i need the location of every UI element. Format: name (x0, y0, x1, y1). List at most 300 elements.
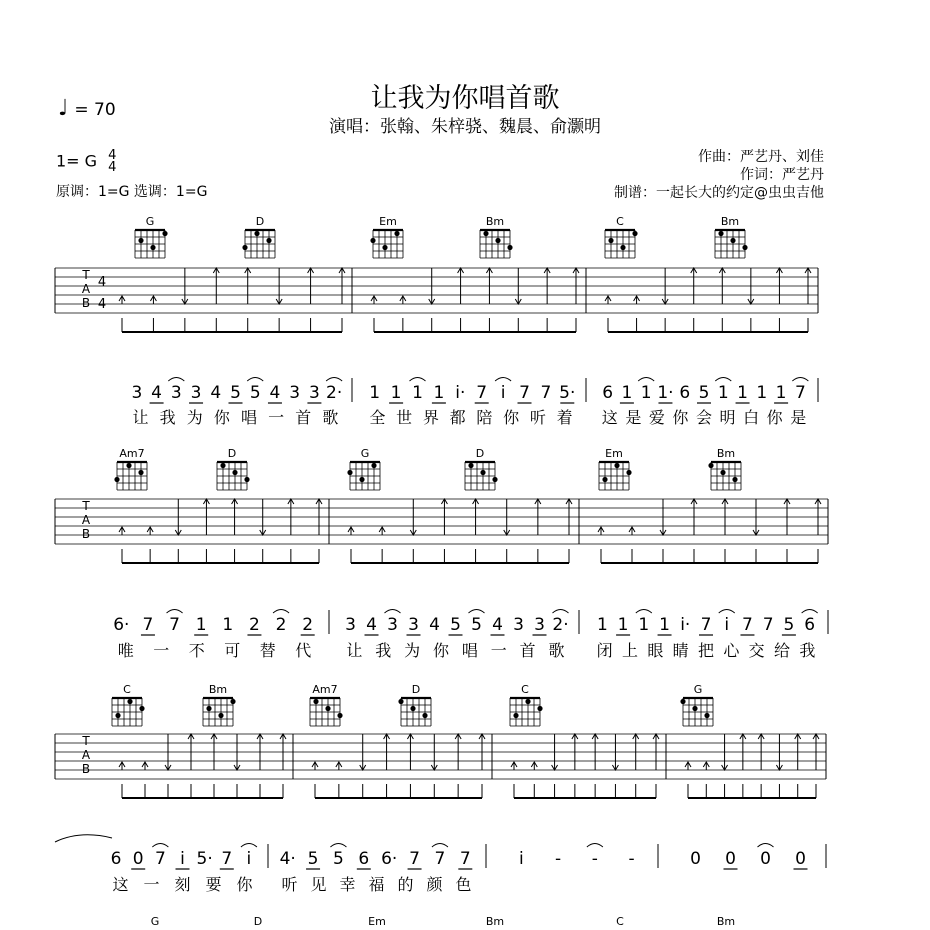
chord-name: D (475, 447, 485, 460)
slur-arc (385, 610, 401, 614)
finger-dot (359, 477, 364, 482)
jianpu-measure (113, 610, 329, 661)
tab-staff-2 (55, 499, 828, 563)
jianpu-note: 7 (700, 615, 712, 635)
jianpu-note: 5 (450, 615, 461, 635)
finger-dot (206, 706, 211, 711)
jianpu-note: 4 (366, 615, 377, 635)
chord-diagram-d (465, 447, 498, 490)
jianpu-note: 7 (762, 615, 774, 635)
jianpu-note: 7 (221, 849, 233, 869)
lyric-char: 福 (368, 875, 385, 894)
finger-dot (608, 238, 613, 243)
jianpu-note: 2 (249, 615, 260, 635)
chord-diagram-g (680, 683, 713, 726)
lyric-char: 你 (672, 408, 689, 427)
lyric-char: 会 (695, 408, 713, 427)
finger-dot (708, 463, 713, 468)
finger-dot (410, 706, 415, 711)
time-denominator: 4 (108, 160, 117, 175)
tab-time-sig: 4 (97, 297, 107, 312)
chord-name: G (360, 447, 370, 460)
lyric-char: 要 (205, 875, 222, 894)
chord-diagram-c (605, 215, 638, 258)
lyric-char: 首 (519, 641, 536, 660)
jianpu-note: 7 (154, 849, 166, 869)
lyricist: 作词：严艺丹 (740, 167, 824, 183)
jianpu-note: 0 (760, 849, 771, 869)
slur-arc (410, 378, 426, 382)
lyric-char: 让 (346, 641, 363, 660)
lyric-char: 把 (697, 641, 715, 660)
jianpu-measure (690, 844, 826, 870)
finger-dot (730, 238, 735, 243)
lyric-char: 唯 (117, 641, 134, 660)
jianpu-note: 3 (289, 383, 301, 403)
tab-letter-a: A (81, 748, 91, 762)
chord-name: D (255, 215, 265, 228)
finger-dot (138, 238, 143, 243)
finger-dot (230, 699, 235, 704)
finger-dot (115, 713, 120, 718)
jianpu-note: i (246, 849, 252, 869)
lyric-char: 这 (601, 408, 618, 427)
jianpu-note: 1 (596, 615, 608, 635)
jianpu-note: 3 (308, 383, 320, 403)
jianpu-note: 7 (434, 849, 446, 869)
chord-name: C (521, 683, 529, 696)
lyric-char: 一 (268, 408, 285, 427)
lyric-char: 幸 (339, 875, 356, 894)
finger-dot (468, 463, 473, 468)
lyric-char: 交 (748, 641, 765, 660)
lyric-char: 为 (186, 408, 203, 427)
chord-diagram-g (135, 215, 168, 258)
finger-dot (244, 477, 249, 482)
lyric-char: 我 (375, 641, 392, 660)
finger-dot (162, 231, 167, 236)
chord-diagram-c (510, 683, 543, 726)
lyric-char: 心 (723, 641, 740, 660)
chord-diagram-d (242, 215, 275, 258)
jianpu-note: 7 (409, 849, 420, 869)
chord-diagram-em (368, 915, 386, 928)
tab-letter-b: B (81, 296, 91, 310)
jianpu-note: - (555, 849, 562, 869)
chord-diagram-d (398, 683, 431, 726)
jianpu-note: 7 (794, 383, 806, 403)
finger-dot (337, 713, 342, 718)
slur-arc (247, 378, 263, 382)
slur-arc (553, 610, 569, 614)
time-numerator: 4 (108, 148, 117, 163)
finger-dot (692, 706, 697, 711)
slur-arc (719, 610, 735, 614)
lyric-char: 的 (397, 875, 414, 894)
jianpu-note: - (628, 849, 635, 869)
jianpu-note: 5 (783, 615, 795, 635)
chord-name: Em (379, 215, 397, 228)
finger-dot (382, 245, 387, 250)
finger-dot (614, 463, 619, 468)
jianpu-measure (602, 378, 818, 428)
slur-arc (638, 378, 654, 382)
chord-diagram-g (151, 915, 160, 928)
lyric-char: 世 (396, 408, 413, 427)
jianpu-note: 2 (275, 615, 287, 635)
jianpu-measure (131, 378, 352, 428)
lyric-char: 为 (404, 641, 421, 660)
key-value: 1= G (56, 151, 98, 171)
slur-arc (330, 844, 346, 848)
slur-arc (432, 844, 448, 848)
chord-diagram-bm (708, 447, 741, 490)
composer: 作曲：严艺丹、刘佳 (698, 149, 824, 165)
lyric-char: 白 (743, 408, 760, 427)
finger-dot (232, 470, 237, 475)
chord-name: D (227, 447, 237, 460)
jianpu-note: 2· (552, 615, 569, 635)
finger-dot (483, 231, 488, 236)
chord-name: Bm (208, 683, 228, 696)
chord-name: Bm (720, 215, 740, 228)
chord-name: G (693, 683, 703, 696)
jianpu-note: 1 (617, 615, 629, 635)
finger-dot (620, 245, 625, 250)
jianpu-note: 6· (381, 849, 398, 869)
chord-name: C (123, 683, 131, 696)
jianpu-measure (280, 844, 486, 895)
finger-dot (347, 470, 352, 475)
jianpu-note: 7 (142, 615, 154, 635)
finger-dot (218, 713, 223, 718)
lyric-char: 我 (799, 641, 816, 660)
jianpu-note: 1 (412, 383, 423, 403)
jianpu-note: 1 (659, 615, 670, 635)
jianpu-note: 1 (621, 383, 633, 403)
jianpu-note: 5 (230, 383, 241, 403)
slur-arc (273, 610, 289, 614)
chord-diagram-am7 (114, 447, 147, 490)
jianpu-note: 5· (559, 383, 576, 403)
jianpu-note: 4 (151, 383, 163, 403)
finger-dot (626, 470, 631, 475)
tempo-value: = 70 (74, 100, 116, 120)
chord-name: C (616, 215, 624, 228)
lyric-char: 给 (773, 641, 791, 660)
jianpu-note: 3 (387, 615, 398, 635)
jianpu-note: 7 (476, 383, 488, 403)
lyric-char: 代 (295, 641, 312, 660)
jianpu-measure (369, 378, 586, 428)
finger-dot (704, 713, 709, 718)
chord-name: Bm (716, 915, 736, 928)
arranger: 制谱：一起长大的约定@虫虫吉他 (614, 185, 824, 201)
chord-name: Em (368, 915, 386, 928)
slur-arc (792, 378, 808, 382)
singers: 演唱：张翰、朱梓骁、魏晨、俞灏明 (329, 117, 601, 137)
chord-diagram-bm (480, 215, 513, 258)
lyric-char: 上 (621, 641, 639, 660)
jianpu-note: 1 (222, 615, 234, 635)
finger-dot (513, 713, 518, 718)
tab-letter-b: B (81, 527, 91, 541)
finger-dot (495, 238, 500, 243)
lyric-char: 见 (310, 875, 327, 894)
slur-arc (167, 610, 183, 614)
slur-arc (758, 844, 774, 848)
chord-diagram-d (254, 915, 262, 928)
chord-name: Bm (485, 215, 505, 228)
tab-letter-b: B (81, 762, 91, 776)
chord-name: Bm (485, 915, 505, 928)
quarter-note-icon: ♩ (58, 96, 69, 121)
jianpu-note: 4· (279, 849, 296, 869)
slur-arc (587, 844, 603, 848)
lyric-char: 唱 (461, 641, 478, 660)
finger-dot (242, 245, 247, 250)
lyric-char: 不 (188, 641, 205, 660)
chord-diagram-g (347, 447, 380, 490)
tie-arc (55, 835, 112, 842)
tab-letter-t: T (82, 734, 90, 748)
finger-dot (732, 477, 737, 482)
finger-dot (680, 699, 685, 704)
jianpu-note: 6 (358, 849, 370, 869)
lyric-char: 颜 (426, 875, 443, 894)
jianpu-note: 1 (638, 615, 650, 635)
jianpu-note: 5· (196, 849, 213, 869)
jianpu-note: 4 (269, 383, 281, 403)
lyric-char: 你 (213, 408, 230, 427)
tab-letter-a: A (81, 513, 91, 527)
slur-arc (152, 844, 168, 848)
finger-dot (602, 477, 607, 482)
lyric-char: 明 (719, 408, 736, 427)
chord-diagram-bm (715, 215, 748, 258)
tab-time-sig: 4 (97, 275, 107, 290)
finger-dot (114, 477, 119, 482)
finger-dot (507, 245, 512, 250)
jianpu-note: 1 (756, 383, 768, 403)
lyric-char: 我 (159, 408, 176, 427)
lyric-char: 是 (790, 408, 807, 427)
slur-arc (326, 378, 342, 382)
jianpu-note: 1 (390, 383, 402, 403)
lyric-char: 睛 (672, 641, 689, 660)
lyric-char: 都 (449, 408, 466, 427)
jianpu-note: 5 (307, 849, 319, 869)
chord-name: Bm (716, 447, 736, 460)
key-info: 原调：1=G 选调：1=G (56, 184, 208, 200)
tab-letter-a: A (81, 282, 91, 296)
jianpu-note: 3 (408, 615, 419, 635)
jianpu-note: 6 (679, 383, 691, 403)
lyric-char: 听 (281, 875, 298, 894)
jianpu-note: 1 (433, 383, 445, 403)
lyric-char: 色 (455, 875, 472, 894)
finger-dot (720, 470, 725, 475)
lyric-char: 听 (529, 408, 546, 427)
chord-name: G (150, 915, 160, 928)
jianpu-note: 3 (513, 615, 524, 635)
finger-dot (371, 463, 376, 468)
jianpu-note: 7 (540, 383, 552, 403)
chord-name: C (616, 915, 624, 928)
jianpu-note: i· (455, 383, 466, 403)
lyric-char: 你 (766, 408, 783, 427)
tab-staff-3 (55, 734, 826, 798)
jianpu-note: 1 (775, 383, 787, 403)
jianpu-note: 4 (210, 383, 222, 403)
jianpu-note: 7 (169, 615, 180, 635)
lyric-char: 眼 (647, 641, 664, 660)
lyric-char: 唱 (241, 408, 258, 427)
jianpu-note: 5 (333, 849, 344, 869)
slur-arc (168, 378, 184, 382)
tab-staff-1 (55, 268, 818, 332)
jianpu-note: 3 (345, 615, 356, 635)
chord-name: Am7 (312, 683, 338, 696)
jianpu-note: i (724, 615, 730, 635)
finger-dot (525, 699, 530, 704)
lyric-char: 你 (236, 875, 253, 894)
jianpu-note: i· (680, 615, 691, 635)
finger-dot (394, 231, 399, 236)
finger-dot (254, 231, 259, 236)
slur-arc (802, 610, 818, 614)
finger-dot (718, 231, 723, 236)
chord-diagram-em (370, 215, 403, 258)
jianpu-measure (111, 844, 268, 895)
jianpu-note: 1 (195, 615, 207, 635)
jianpu-note: 2 (302, 615, 314, 635)
jianpu-note: 5 (471, 615, 482, 635)
chord-diagram-bm (717, 915, 735, 928)
jianpu-note: 5 (698, 383, 710, 403)
lyric-char: 爱 (648, 408, 665, 427)
lyric-char: 首 (295, 408, 312, 427)
chord-diagram-bm (486, 915, 504, 928)
lyric-char: 让 (132, 408, 149, 427)
lyric-char: 歌 (322, 408, 339, 427)
slur-arc (715, 378, 731, 382)
jianpu-note: 4 (429, 615, 440, 635)
finger-dot (220, 463, 225, 468)
tab-letter-t: T (82, 499, 90, 513)
finger-dot (313, 699, 318, 704)
chord-diagram-d (217, 447, 250, 490)
finger-dot (150, 245, 155, 250)
slur-arc (469, 610, 485, 614)
chord-diagram-c (112, 683, 145, 726)
jianpu-measure (519, 844, 658, 870)
jianpu-note: 1· (657, 383, 674, 403)
lyric-char: 可 (224, 641, 241, 660)
jianpu-note: 1 (717, 383, 729, 403)
jianpu-note: 6 (110, 849, 122, 869)
finger-dot (632, 231, 637, 236)
jianpu-measure (597, 610, 828, 661)
finger-dot (138, 470, 143, 475)
jianpu-note: 1 (737, 383, 748, 403)
song-title: 让我为你唱首歌 (370, 83, 560, 114)
slur-arc (241, 844, 257, 848)
lyric-char: 一 (153, 641, 170, 660)
jianpu-note: 3 (170, 383, 182, 403)
jianpu-note: 3 (190, 383, 202, 403)
tab-letter-t: T (82, 268, 90, 282)
jianpu-note: 7 (519, 383, 530, 403)
finger-dot (325, 706, 330, 711)
finger-dot (480, 470, 485, 475)
chord-name: G (145, 215, 155, 228)
chord-name: Am7 (119, 447, 145, 460)
lyric-char: 一 (143, 875, 160, 894)
jianpu-note: 6 (602, 383, 614, 403)
lyric-char: 全 (369, 408, 386, 427)
chord-diagram-am7 (310, 683, 343, 726)
jianpu-note: 5 (249, 383, 261, 403)
chord-diagram-c (616, 915, 624, 928)
lyric-char: 闭 (596, 641, 613, 660)
jianpu-note: i (500, 383, 506, 403)
chord-name: D (411, 683, 421, 696)
jianpu-note: 2· (326, 383, 343, 403)
jianpu-note: i (519, 849, 524, 869)
lyric-char: 替 (259, 641, 276, 660)
jianpu-note: - (591, 849, 598, 869)
lyric-char: 你 (433, 641, 450, 660)
jianpu-note: 1 (640, 383, 652, 403)
finger-dot (537, 706, 542, 711)
chord-diagram-bm (203, 683, 236, 726)
lyric-char: 刻 (174, 875, 191, 894)
finger-dot (126, 463, 131, 468)
finger-dot (127, 699, 132, 704)
jianpu-note: 6· (113, 615, 130, 635)
jianpu-note: 3 (534, 615, 545, 635)
lyric-char: 着 (556, 408, 573, 427)
jianpu-note: 7 (742, 615, 753, 635)
slur-arc (636, 610, 652, 614)
jianpu-measure (345, 610, 579, 661)
jianpu-note: 0 (132, 849, 144, 869)
jianpu-note: 6 (804, 615, 816, 635)
finger-dot (422, 713, 427, 718)
finger-dot (492, 477, 497, 482)
jianpu-note: 0 (795, 849, 806, 869)
lyric-char: 歌 (548, 641, 565, 660)
jianpu-note: 7 (459, 849, 471, 869)
finger-dot (742, 245, 747, 250)
finger-dot (398, 699, 403, 704)
jianpu-note: i (180, 849, 185, 869)
lyric-char: 是 (625, 408, 642, 427)
slur-arc (495, 378, 511, 382)
chord-name: Em (605, 447, 623, 460)
jianpu-note: 4 (492, 615, 503, 635)
chord-name: D (253, 915, 263, 928)
finger-dot (139, 706, 144, 711)
chord-diagram-em (599, 447, 632, 490)
jianpu-note: 1 (369, 383, 381, 403)
jianpu-note: 3 (131, 383, 143, 403)
jianpu-note: 0 (725, 849, 736, 869)
lyric-char: 界 (422, 408, 439, 427)
finger-dot (266, 238, 271, 243)
finger-dot (370, 238, 375, 243)
